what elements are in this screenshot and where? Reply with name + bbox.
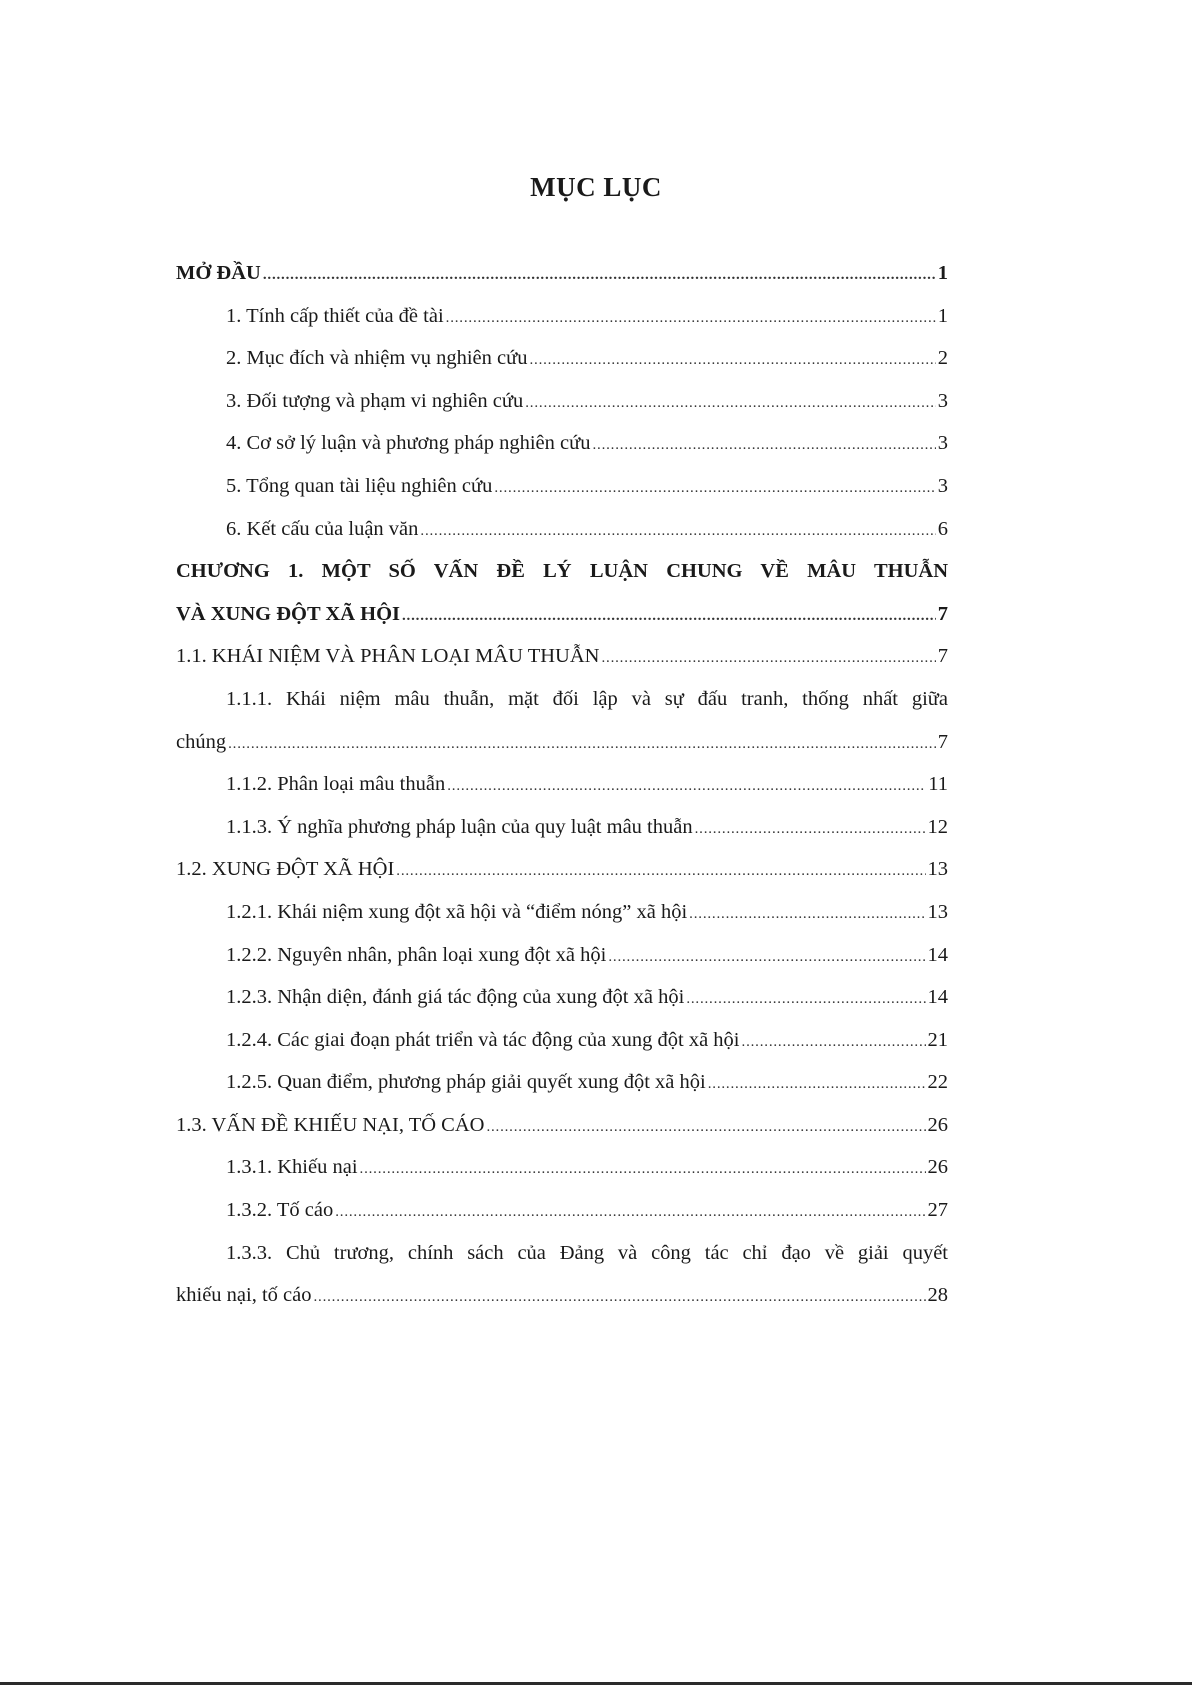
toc-entry-title: 1.1. KHÁI NIỆM VÀ PHÂN LOẠI MÂU THUẪN <box>176 645 600 668</box>
toc-entry[interactable] <box>176 1156 948 1199</box>
toc-dot-leader <box>494 480 935 497</box>
toc-entry-title: 1.2.1. Khái niệm xung đột xã hội và “điểm nóng” xã hội <box>226 900 688 923</box>
toc-page-number: 7 <box>937 602 948 625</box>
toc-page-number: 14 <box>927 986 948 1009</box>
toc-dot-leader <box>335 1204 925 1221</box>
toc-dot-leader <box>402 608 936 625</box>
toc-entry[interactable] <box>176 475 948 518</box>
toc-entry[interactable] <box>176 390 948 433</box>
toc-page-number: 3 <box>937 474 948 497</box>
toc-entry[interactable] <box>176 1029 948 1072</box>
toc-page-number: 13 <box>927 900 948 923</box>
toc-entry[interactable] <box>176 432 948 475</box>
toc-entry[interactable] <box>176 347 948 390</box>
toc-page-number: 21 <box>927 1028 948 1051</box>
toc-entry-title: 1.2.2. Nguyên nhân, phân loại xung đột xã hội <box>226 943 607 966</box>
toc-entry-title: 3. Đối tượng và phạm vi nghiên cứu <box>226 389 524 412</box>
toc-entry-title: 1.1.2. Phân loại mâu thuẫn <box>226 773 446 796</box>
toc-dot-leader <box>689 906 925 923</box>
toc-dot-leader <box>396 863 925 880</box>
toc-entry[interactable] <box>176 986 948 1029</box>
toc-dot-leader <box>525 395 936 412</box>
toc-entry[interactable] <box>176 262 948 305</box>
toc-entry-title: 1.3.3. Chủ trương, chính sách của Đảng và công tác chỉ đạo về giải quyết <box>226 1241 948 1264</box>
toc-entry-title: 6. Kết cấu của luận văn <box>226 517 419 540</box>
toc-entry-title: 1.3.1. Khiếu nại <box>226 1156 358 1179</box>
page-title: MỤC LỤC <box>530 172 662 202</box>
toc-page-number: 3 <box>937 389 948 412</box>
toc-dot-leader <box>695 821 926 838</box>
toc-dot-leader <box>601 650 935 667</box>
toc-entry[interactable] <box>176 305 948 348</box>
toc-entry[interactable] <box>176 1114 948 1157</box>
toc-page-number: 7 <box>937 645 948 668</box>
toc-dot-leader <box>228 736 936 753</box>
toc-entry-title: 5. Tổng quan tài liệu nghiên cứu <box>226 474 493 497</box>
toc-dot-leader <box>446 310 936 327</box>
toc-entry[interactable] <box>176 603 948 646</box>
toc-dot-leader <box>420 523 935 540</box>
toc-entry-title: 1.3. VẤN ĐỀ KHIẾU NẠI, TỐ CÁO <box>176 1113 485 1136</box>
toc-page-number: 11 <box>928 773 948 796</box>
toc-page-number: 13 <box>927 858 948 881</box>
toc-entry[interactable] <box>176 1284 948 1327</box>
toc-entry-title: CHƯƠNG 1. MỘT SỐ VẤN ĐỀ LÝ LUẬN CHUNG VỀ MÂU THUẪN <box>176 560 948 583</box>
toc-page-number: 28 <box>927 1284 948 1307</box>
toc-page-number: 1 <box>937 262 948 284</box>
toc-dot-leader <box>447 778 926 795</box>
toc-dot-leader <box>592 437 935 454</box>
toc-entry-title: 1.2.3. Nhận diện, đánh giá tác động của xung đột xã hội <box>226 986 685 1009</box>
toc-dot-leader <box>686 991 925 1008</box>
toc-entry-title: 1.2. XUNG ĐỘT XÃ HỘI <box>176 858 395 881</box>
toc-dot-leader <box>263 267 936 284</box>
toc-page-number: 12 <box>927 815 948 838</box>
toc-entry[interactable] <box>176 518 948 561</box>
toc-page-number: 27 <box>927 1199 948 1222</box>
toc-page-number: 2 <box>937 347 948 370</box>
toc-entry-title: 1.1.3. Ý nghĩa phương pháp luận của quy luật mâu thuẫn <box>226 815 693 838</box>
toc-entry-title: 2. Mục đích và nhiệm vụ nghiên cứu <box>226 347 528 370</box>
toc-entry-title: chúng <box>176 730 227 753</box>
table-of-contents <box>176 262 948 1327</box>
toc-entry[interactable] <box>176 560 948 603</box>
toc-entry[interactable] <box>176 1071 948 1114</box>
toc-page-number: 1 <box>937 304 948 327</box>
toc-dot-leader <box>708 1076 926 1093</box>
toc-page-number: 14 <box>927 943 948 966</box>
toc-page-number: 7 <box>937 730 948 753</box>
toc-entry[interactable] <box>176 1242 948 1285</box>
toc-entry[interactable] <box>176 901 948 944</box>
toc-dot-leader <box>486 1119 925 1136</box>
toc-dot-leader <box>608 949 925 966</box>
toc-page-number: 26 <box>927 1113 948 1136</box>
toc-entry-title: khiếu nại, tố cáo <box>176 1284 312 1307</box>
toc-entry-title: 1.3.2. Tố cáo <box>226 1199 334 1222</box>
toc-entry-title: MỞ ĐẦU <box>176 262 261 284</box>
toc-entry[interactable] <box>176 858 948 901</box>
toc-entry[interactable] <box>176 688 948 731</box>
toc-entry[interactable] <box>176 944 948 987</box>
toc-page-number: 26 <box>927 1156 948 1179</box>
toc-entry[interactable] <box>176 816 948 859</box>
toc-dot-leader <box>742 1034 926 1051</box>
toc-page-number: 3 <box>937 432 948 455</box>
toc-entry-title: 1.2.4. Các giai đoạn phát triển và tác động của xung đột xã hội <box>226 1028 740 1051</box>
toc-dot-leader <box>529 352 935 369</box>
toc-entry-title: 1. Tính cấp thiết của đề tài <box>226 304 444 327</box>
toc-entry-title: VÀ XUNG ĐỘT XÃ HỘI <box>176 602 400 625</box>
toc-entry[interactable] <box>176 645 948 688</box>
toc-entry[interactable] <box>176 731 948 774</box>
toc-page-number: 22 <box>927 1071 948 1094</box>
toc-page-number: 6 <box>937 517 948 540</box>
toc-dot-leader <box>313 1289 925 1306</box>
toc-dot-leader <box>360 1161 926 1178</box>
toc-entry-title: 1.1.1. Khái niệm mâu thuẫn, mặt đối lập và sự đấu tranh, thống nhất giữa <box>226 687 948 710</box>
toc-entry-title: 4. Cơ sở lý luận và phương pháp nghiên cứu <box>226 432 591 455</box>
toc-entry[interactable] <box>176 773 948 816</box>
toc-entry-title: 1.2.5. Quan điểm, phương pháp giải quyết xung đột xã hội <box>226 1071 706 1094</box>
toc-entry[interactable] <box>176 1199 948 1242</box>
